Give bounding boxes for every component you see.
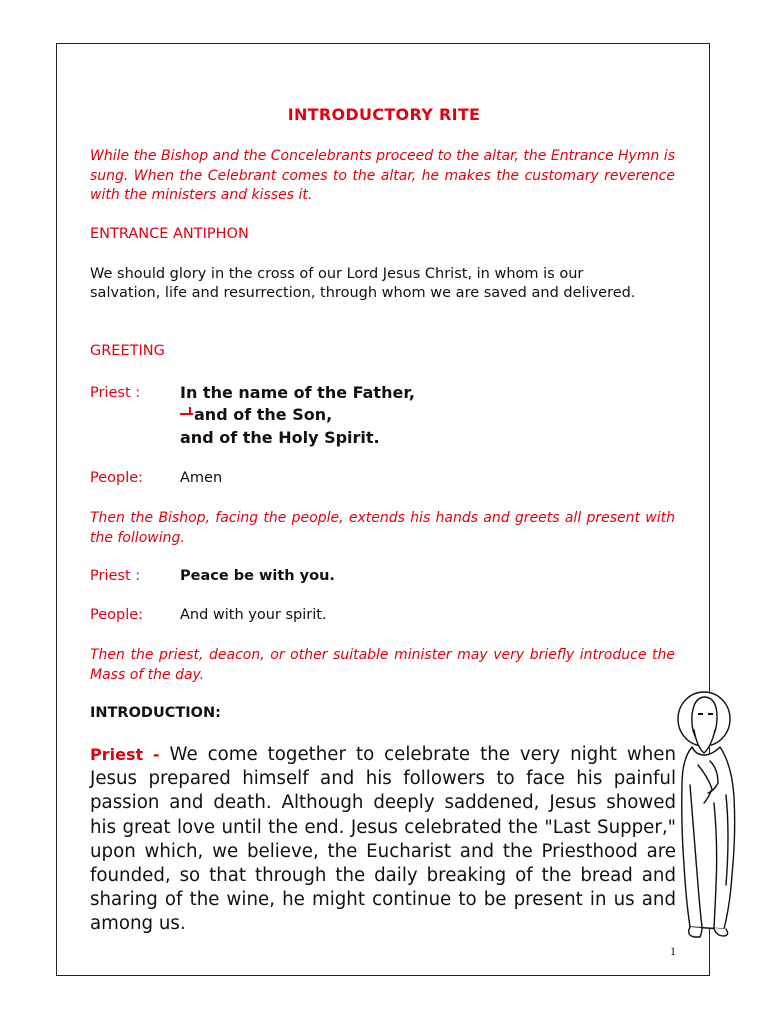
rubric-entrance: While the Bishop and the Concelebrants proceed to the altar, the Entrance Hymn is sung. When the Celebrant comes to the altar, he makes the customary reverence with the ministers and kisses it. [90, 148, 675, 203]
introduction-text: We come together to celebrate the very night when Jesus prepared himself and his followers to face his painful passion and death. Although deeply saddened, Jesus showed his great love until the end. Jesus celebrated the "Last Supper," upon which, we believe, the Eucharist and the Priesthood are founded, so that through the daily breaking of the bread and sharing of the wine, he might continue to be present in us and among us. [90, 744, 676, 935]
greeting-people-label: People: [90, 470, 144, 486]
praying-saint-illustration [664, 685, 754, 945]
peace-people-text: And with your spirit. [180, 607, 327, 623]
greeting-heading: GREETING [90, 343, 165, 359]
rubric-introduce-mass: Then the priest, deacon, or other suitable minister may very briefly introduce the Mass of the day. [90, 647, 675, 683]
greeting-priest-label: Priest : [90, 385, 141, 401]
peace-people-label: People: [90, 607, 144, 623]
greeting-line-2: and of the Son, [194, 405, 333, 424]
introduction-paragraph [90, 743, 676, 937]
greeting-people-response: Amen [180, 470, 223, 486]
peace-priest-text: Peace be with you. [180, 568, 335, 584]
introduction-priest-label: Priest - [90, 745, 160, 764]
greeting-line-2-row [180, 404, 332, 425]
rubric-bishop-greets: Then the Bishop, facing the people, extends his hands and greets all present with the following. [90, 510, 675, 546]
greeting-line-3: and of the Holy Spirit. [180, 428, 380, 447]
entrance-antiphon-heading: ENTRANCE ANTIPHON [90, 226, 249, 242]
greeting-line-1: In the name of the Father, [180, 383, 415, 402]
page-title: INTRODUCTORY RITE [287, 105, 481, 124]
entrance-antiphon-text: We should glory in the cross of our Lord Jesus Christ, in whom is our salvation, life and resurrection, through whom we are saved and delivered. [90, 266, 636, 301]
page-number: 1 [670, 944, 676, 958]
sign-of-cross-icon [180, 407, 193, 419]
introduction-heading: INTRODUCTION: [90, 705, 221, 721]
peace-priest-label: Priest : [90, 568, 141, 584]
